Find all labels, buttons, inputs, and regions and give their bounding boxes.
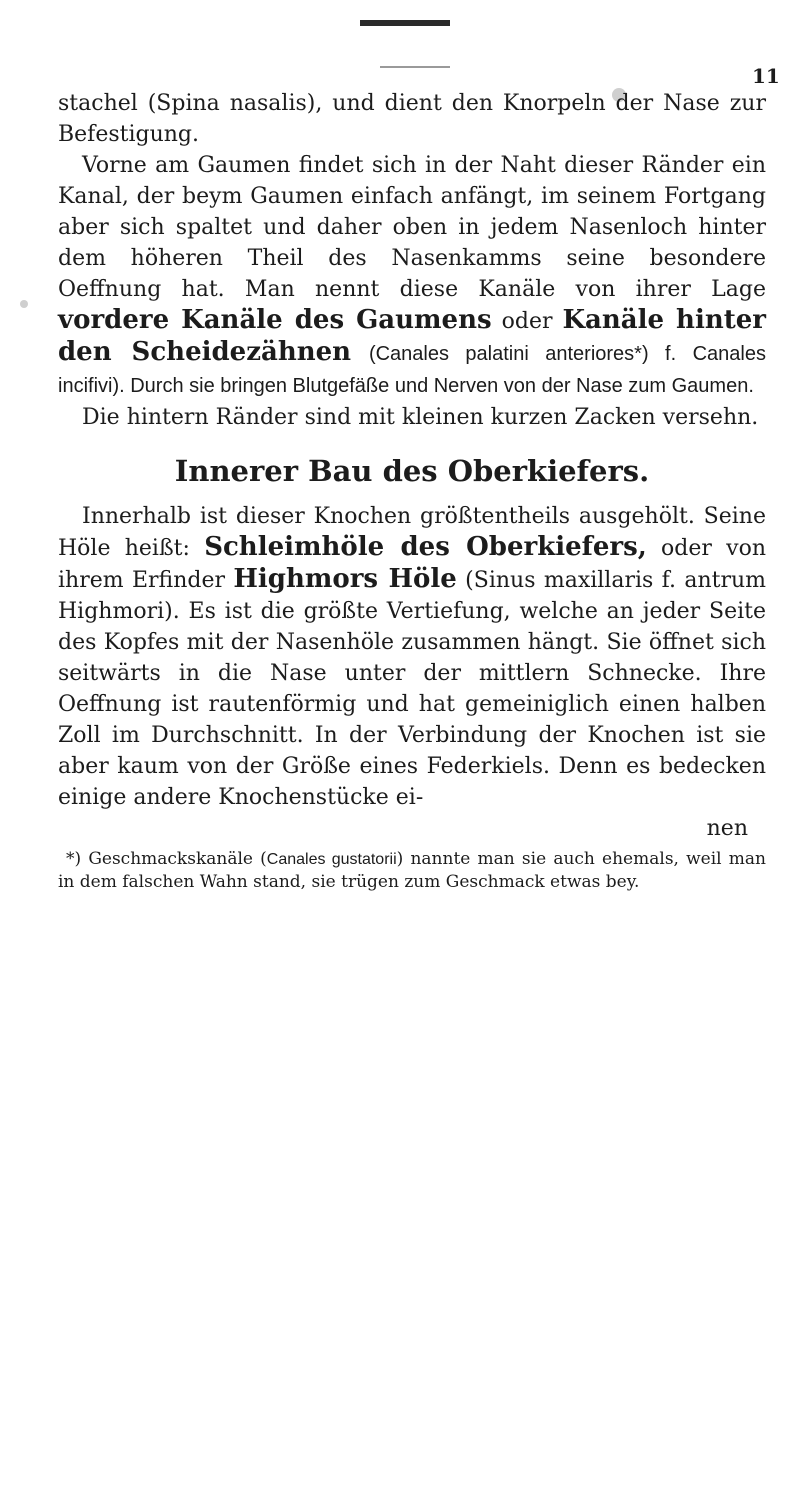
latin-term: Canales gustatorii bbox=[266, 851, 397, 868]
paragraph bbox=[58, 501, 766, 813]
text-run: (Sinus maxillaris f. antrum Highmori). Es ist die größte Vertiefung, welche an jeder Seite des Kopfes mit der Nasenhöle zusammen hängt. Sie öffnet sich seitwärts in die Nase unter der mittlern Schnecke. Ihre Oeffnung ist rautenförmig und hat gemeiniglich einen halben Zoll im Durchschnitt. In der Verbindung der Knochen ist sie aber kaum von der Größe eines Federkiels. Denn es bedecken einige andere Knochenstücke ei- bbox=[58, 568, 767, 810]
footnote-text: ) nannte man sie auch ehemals, weil man in dem falschen Wahn stand, sie trügen zum Geschmack etwas bey. bbox=[58, 849, 766, 892]
paper-stain bbox=[20, 300, 28, 308]
latin-term: (Canales palatini anteriores*) f. Canales incifivi). Durch sie bringen Blutgefäße und Nerven von der Nase zum Gaumen. bbox=[58, 343, 766, 397]
emphasis-term: Kanäle hinter den Scheidezähnen bbox=[58, 305, 766, 367]
text-run: Innerhalb ist dieser Knochen größtentheils ausgehölt. Seine Höle heißt: bbox=[58, 504, 766, 561]
emphasis-term: vordere Kanäle des Gaumens bbox=[58, 305, 492, 335]
footnote-text: *) Geschmackskanäle ( bbox=[66, 849, 267, 869]
text-run: oder bbox=[501, 309, 553, 334]
page-number: 11 bbox=[752, 64, 780, 88]
emphasis-term: Highmors Höle bbox=[233, 564, 457, 594]
text-run: oder von ihrem Erfinder bbox=[58, 536, 767, 593]
paragraph bbox=[58, 150, 766, 402]
emphasis-term: Schleimhöle des Oberkiefers, bbox=[204, 532, 647, 562]
paragraph: stachel (Spina nasalis), und dient den Knorpeln der Nase zur Befestigung. bbox=[58, 91, 766, 147]
ink-mark bbox=[360, 20, 450, 26]
section-heading: Innerer Bau des Oberkiefers. bbox=[174, 454, 650, 488]
ink-mark bbox=[380, 66, 450, 68]
footnote bbox=[58, 848, 766, 893]
catchword: nen bbox=[706, 816, 748, 841]
text-run: Vorne am Gaumen findet sich in der Naht dieser Ränder ein Kanal, der beym Gaumen einfach anfängt, im seinem Fortgang aber sich spaltet und daher oben in jedem Nasenloch hinter dem höheren Theil des Nasenkamms seine besondere Oeffnung hat. Man nennt diese Kanäle von ihrer Lage bbox=[58, 153, 766, 302]
paragraph: Die hintern Ränder sind mit kleinen kurzen Zacken versehn. bbox=[82, 405, 759, 430]
body-text bbox=[58, 88, 766, 893]
